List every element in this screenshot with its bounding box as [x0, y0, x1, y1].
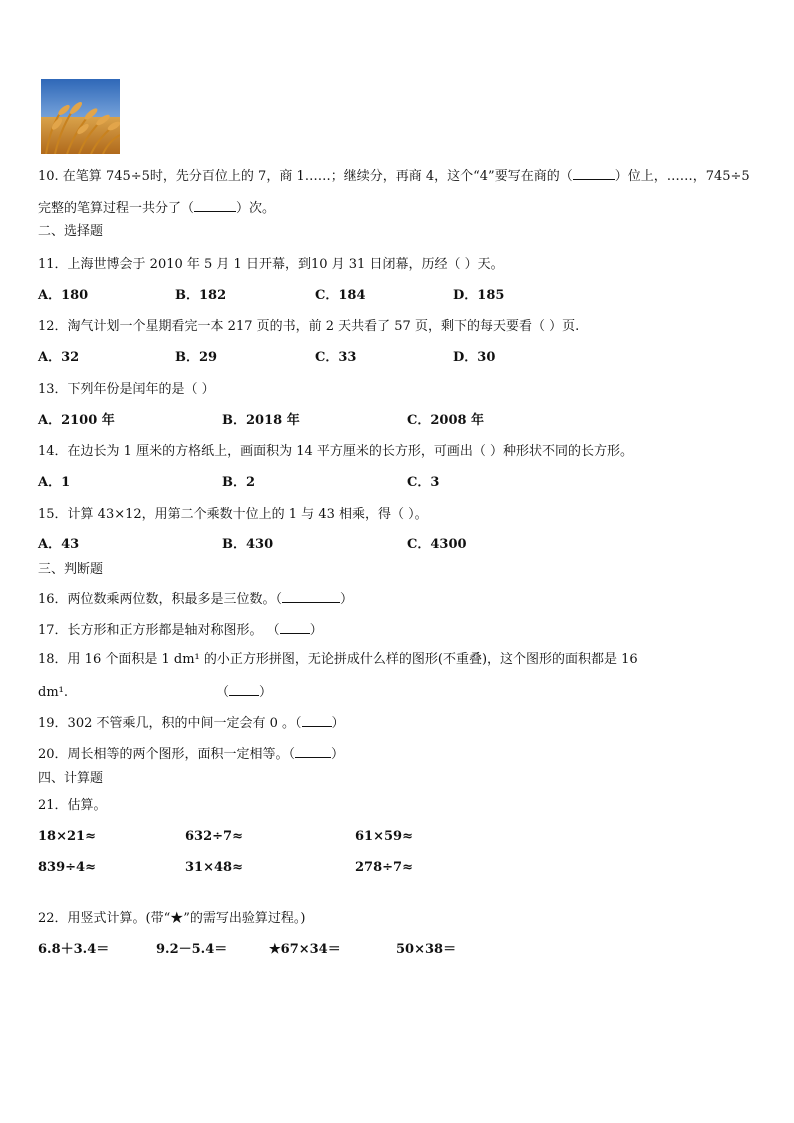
q18-close: ）	[259, 685, 273, 700]
q12-option-c[interactable]: C．33	[315, 350, 357, 365]
q15-option-c[interactable]: C．4300	[407, 537, 467, 552]
question-13-stem: 13．下列年份是闰年的是（ ）	[38, 382, 215, 397]
section-heading-choice: 二、选择题	[38, 224, 104, 239]
q11-option-a[interactable]: A．180	[38, 288, 89, 303]
question-17	[38, 620, 323, 640]
q13-option-a[interactable]: A．2100 年	[38, 413, 115, 428]
q22-item-2: 9.2－5.4＝	[156, 942, 228, 957]
q19-close: ）	[331, 716, 345, 731]
q20-close: ）	[331, 747, 345, 762]
question-10-line2	[38, 198, 275, 218]
section-heading-calculation: 四、计算题	[38, 771, 104, 786]
q11-option-b[interactable]: B．182	[175, 288, 227, 303]
question-19	[38, 713, 345, 733]
question-14-stem: 14．在边长为 1 厘米的方格纸上，画面积为 14 平方厘米的长方形，可画出（ ）种形状不同的长方形。	[38, 444, 634, 459]
q16-blank[interactable]	[282, 589, 340, 603]
q15-option-a[interactable]: A．43	[38, 537, 80, 552]
q14-option-a[interactable]: A．1	[38, 475, 71, 490]
q10-text-d: ）次。	[236, 201, 276, 216]
q11-option-d[interactable]: D．185	[453, 288, 505, 303]
q15-option-b[interactable]: B．430	[222, 537, 274, 552]
question-21-stem: 21．估算。	[38, 798, 107, 813]
q14-option-b[interactable]: B．2	[222, 475, 256, 490]
q21-item-4: 839÷4≈	[38, 860, 96, 875]
q22-item-1: 6.8＋3.4＝	[38, 942, 110, 957]
q21-item-3: 61×59≈	[355, 829, 413, 844]
q17-close: ）	[309, 623, 323, 638]
q10-text-a: 10. 在笔算 745÷5时，先分百位上的 7，商 1……；继续分，再商 4，这个“4”要写在商的（	[38, 169, 573, 184]
q17-blank[interactable]	[280, 620, 310, 634]
question-10-line1	[38, 166, 750, 186]
q21-item-1: 18×21≈	[38, 829, 96, 844]
q10-blank-2[interactable]	[194, 198, 236, 212]
question-16	[38, 589, 353, 609]
q12-option-a[interactable]: A．32	[38, 350, 80, 365]
q16-close: ）	[340, 592, 354, 607]
q17-text: 17．长方形和正方形都是轴对称图形。 （	[38, 623, 280, 638]
q19-text: 19．302 不管乘几，积的中间一定会有 0 。（	[38, 716, 302, 731]
q12-option-b[interactable]: B．29	[175, 350, 218, 365]
question-18-line1: 18．用 16 个面积是 1 dm¹ 的小正方形拼图，无论拼成什么样的图形(不重叠)，这个图形的面积都是 16	[38, 652, 638, 667]
q21-item-2: 632÷7≈	[185, 829, 243, 844]
q14-option-c[interactable]: C．3	[407, 475, 440, 490]
q21-item-5: 31×48≈	[185, 860, 243, 875]
q11-option-c[interactable]: C．184	[315, 288, 366, 303]
q18-open: （	[216, 685, 230, 700]
question-22-stem: 22．用竖式计算。(带“★”的需写出验算过程。)	[38, 911, 306, 926]
q22-item-3: ★67×34＝	[269, 942, 341, 957]
q21-item-6: 278÷7≈	[355, 860, 413, 875]
question-18-line2	[38, 682, 272, 702]
q18-blank[interactable]	[229, 682, 259, 696]
q19-blank[interactable]	[302, 713, 332, 727]
q18-unit: dm¹.	[38, 685, 68, 700]
q13-option-b[interactable]: B．2018 年	[222, 413, 300, 428]
wheat-photo	[41, 79, 120, 154]
q16-text: 16．两位数乘两位数，积最多是三位数。（	[38, 592, 283, 607]
section-heading-true-false: 三、判断题	[38, 562, 104, 577]
q10-text-b: ）位上，……，745÷5	[614, 169, 750, 184]
question-20	[38, 744, 344, 764]
q13-option-c[interactable]: C．2008 年	[407, 413, 485, 428]
q20-text: 20．周长相等的两个图形，面积一定相等。（	[38, 747, 296, 762]
q10-text-c: 完整的笔算过程一共分了（	[38, 201, 195, 216]
q10-blank-1[interactable]	[573, 166, 615, 180]
q12-option-d[interactable]: D．30	[453, 350, 496, 365]
q20-blank[interactable]	[295, 744, 331, 758]
question-11-stem: 11．上海世博会于 2010 年 5 月 1 日开幕，到10 月 31 日闭幕，历经（ ）天。	[38, 257, 504, 272]
question-12-stem: 12．淘气计划一个星期看完一本 217 页的书，前 2 天共看了 57 页，剩下的每天要看（ ）页.	[38, 319, 580, 334]
question-15-stem: 15．计算 43×12，用第二个乘数十位上的 1 与 43 相乘，得（ ）。	[38, 507, 428, 522]
q22-item-4: 50×38＝	[396, 942, 457, 957]
wheat-field-image	[41, 79, 120, 154]
